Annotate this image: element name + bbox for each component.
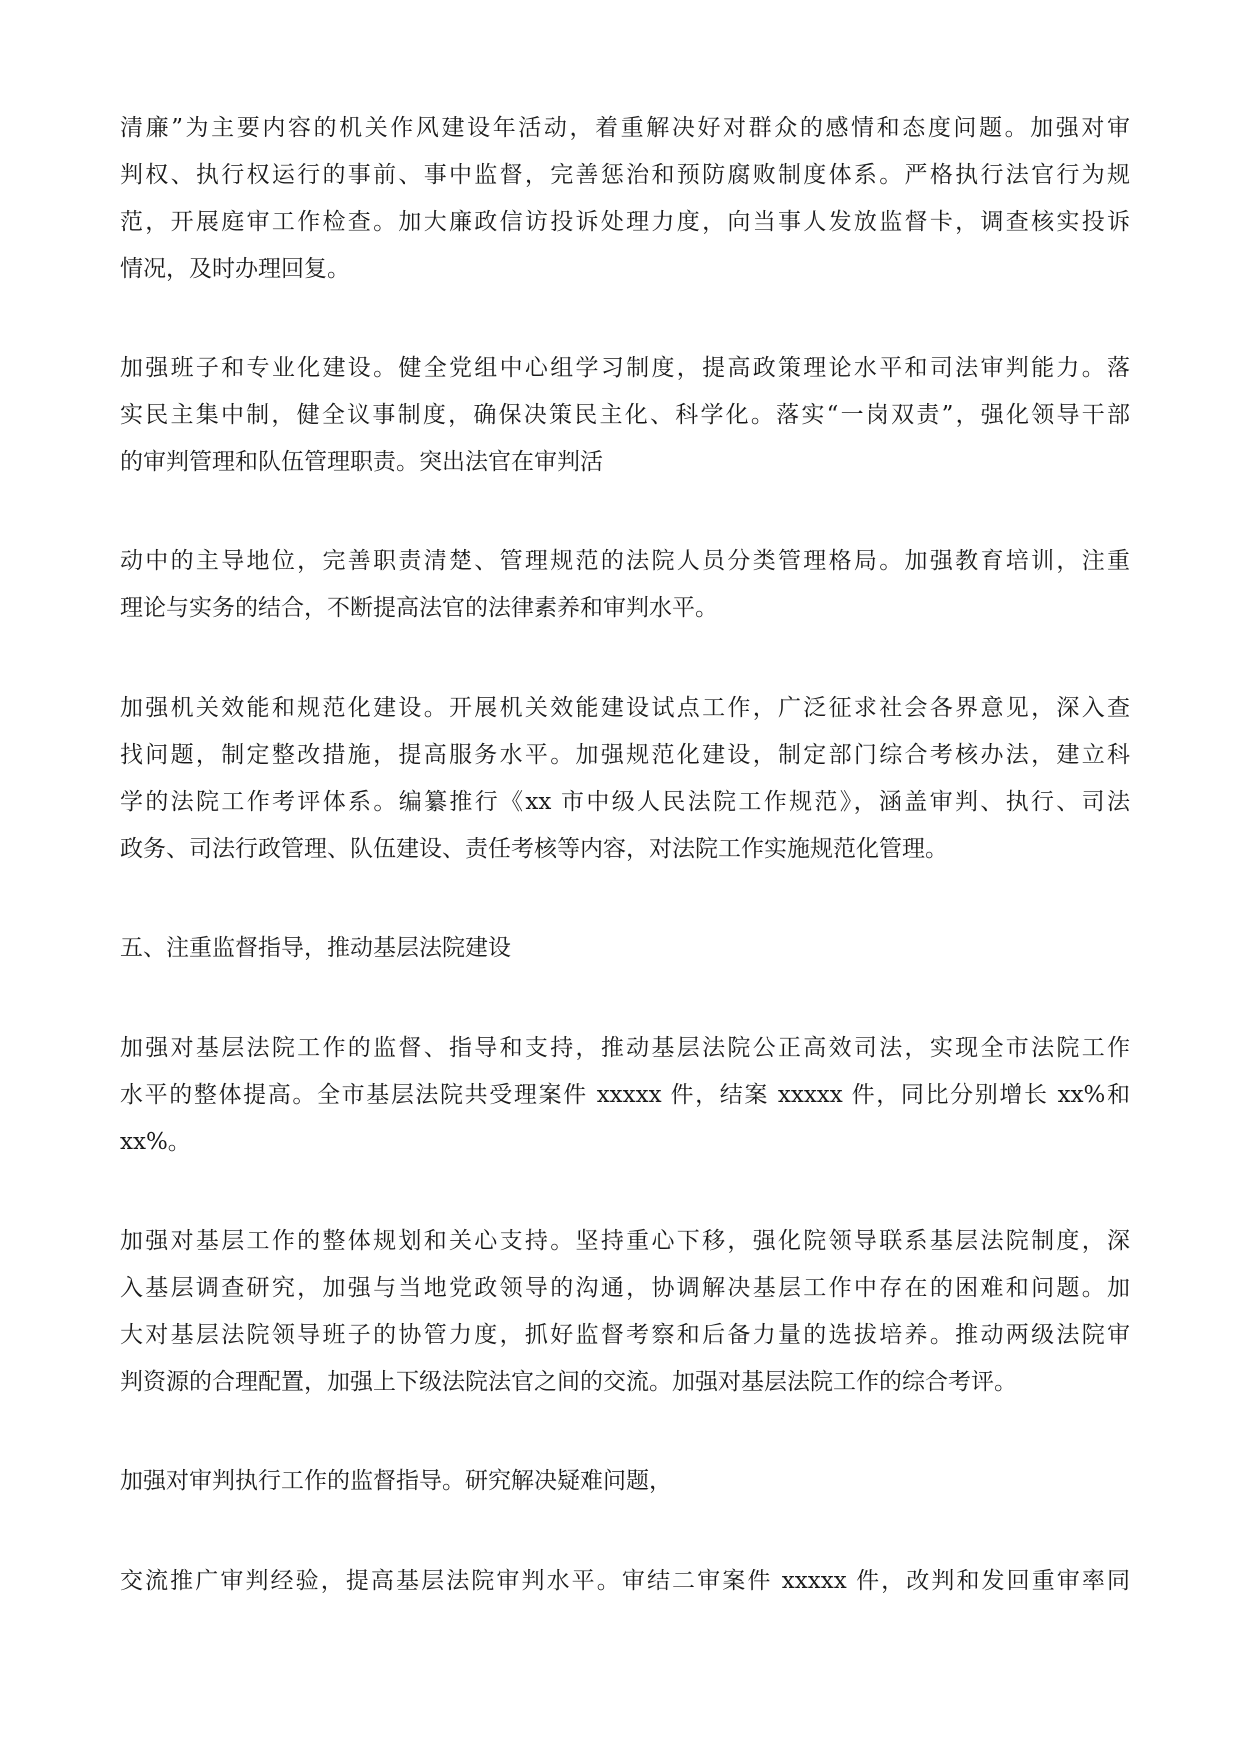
- paragraph-4-line-4: 政务、司法行政管理、队伍建设、责任考核等内容，对法院工作实施规范化管理。: [120, 836, 948, 862]
- paragraph-3-line-1: 动中的主导地位，完善职责清楚、管理规范的法院人员分类管理格局。加强教育培训，注重: [120, 548, 1130, 574]
- paragraph-9-line-1: 交流推广审判经验，提高基层法院审判水平。审结二审案件 xxxxx 件，改判和发回重审率同: [120, 1568, 1130, 1594]
- paragraph-1-line-4: 情况，及时办理回复。: [120, 256, 350, 282]
- paragraph-8-line-1: 加强对审判执行工作的监督指导。研究解决疑难问题，: [120, 1468, 672, 1494]
- paragraph-7-line-4: 判资源的合理配置，加强上下级法院法官之间的交流。加强对基层法院工作的综合考评。: [120, 1369, 1017, 1395]
- section-heading: 五、注重监督指导，推动基层法院建设: [120, 935, 511, 961]
- paragraph-7-line-2: 入基层调查研究，加强与当地党政领导的沟通，协调解决基层工作中存在的困难和问题。加: [120, 1275, 1130, 1301]
- paragraph-2-line-3: 的审判管理和队伍管理职责。突出法官在审判活: [120, 449, 603, 475]
- paragraph-1-line-2: 判权、执行权运行的事前、事中监督，完善惩治和预防腐败制度体系。严格执行法官行为规: [120, 162, 1130, 188]
- paragraph-7-line-3: 大对基层法院领导班子的协管力度，抓好监督考察和后备力量的选拔培养。推动两级法院审: [120, 1322, 1130, 1348]
- paragraph-4-line-1: 加强机关效能和规范化建设。开展机关效能建设试点工作，广泛征求社会各界意见，深入查: [120, 695, 1130, 721]
- paragraph-6-line-3: xx%。: [120, 1129, 191, 1155]
- paragraph-2-line-2: 实民主集中制，健全议事制度，确保决策民主化、科学化。落实“一岗双责”，强化领导干部: [120, 402, 1130, 428]
- paragraph-7-line-1: 加强对基层工作的整体规划和关心支持。坚持重心下移，强化院领导联系基层法院制度，深: [120, 1228, 1130, 1254]
- paragraph-4-line-2: 找问题，制定整改措施，提高服务水平。加强规范化建设，制定部门综合考核办法，建立科: [120, 742, 1130, 768]
- paragraph-6-line-2: 水平的整体提高。全市基层法院共受理案件 xxxxx 件，结案 xxxxx 件，同比分别增长 xx%和: [120, 1082, 1130, 1108]
- paragraph-4-line-3: 学的法院工作考评体系。编纂推行《xx 市中级人民法院工作规范》，涵盖审判、执行、司法: [120, 789, 1130, 815]
- paragraph-1-line-3: 范，开展庭审工作检查。加大廉政信访投诉处理力度，向当事人发放监督卡，调查核实投诉: [120, 209, 1130, 235]
- paragraph-6-line-1: 加强对基层法院工作的监督、指导和支持，推动基层法院公正高效司法，实现全市法院工作: [120, 1035, 1130, 1061]
- paragraph-2-line-1: 加强班子和专业化建设。健全党组中心组学习制度，提高政策理论水平和司法审判能力。落: [120, 355, 1130, 381]
- paragraph-1-line-1: 清廉”为主要内容的机关作风建设年活动，着重解决好对群众的感情和态度问题。加强对审: [120, 115, 1130, 141]
- paragraph-3-line-2: 理论与实务的结合，不断提高法官的法律素养和审判水平。: [120, 595, 718, 621]
